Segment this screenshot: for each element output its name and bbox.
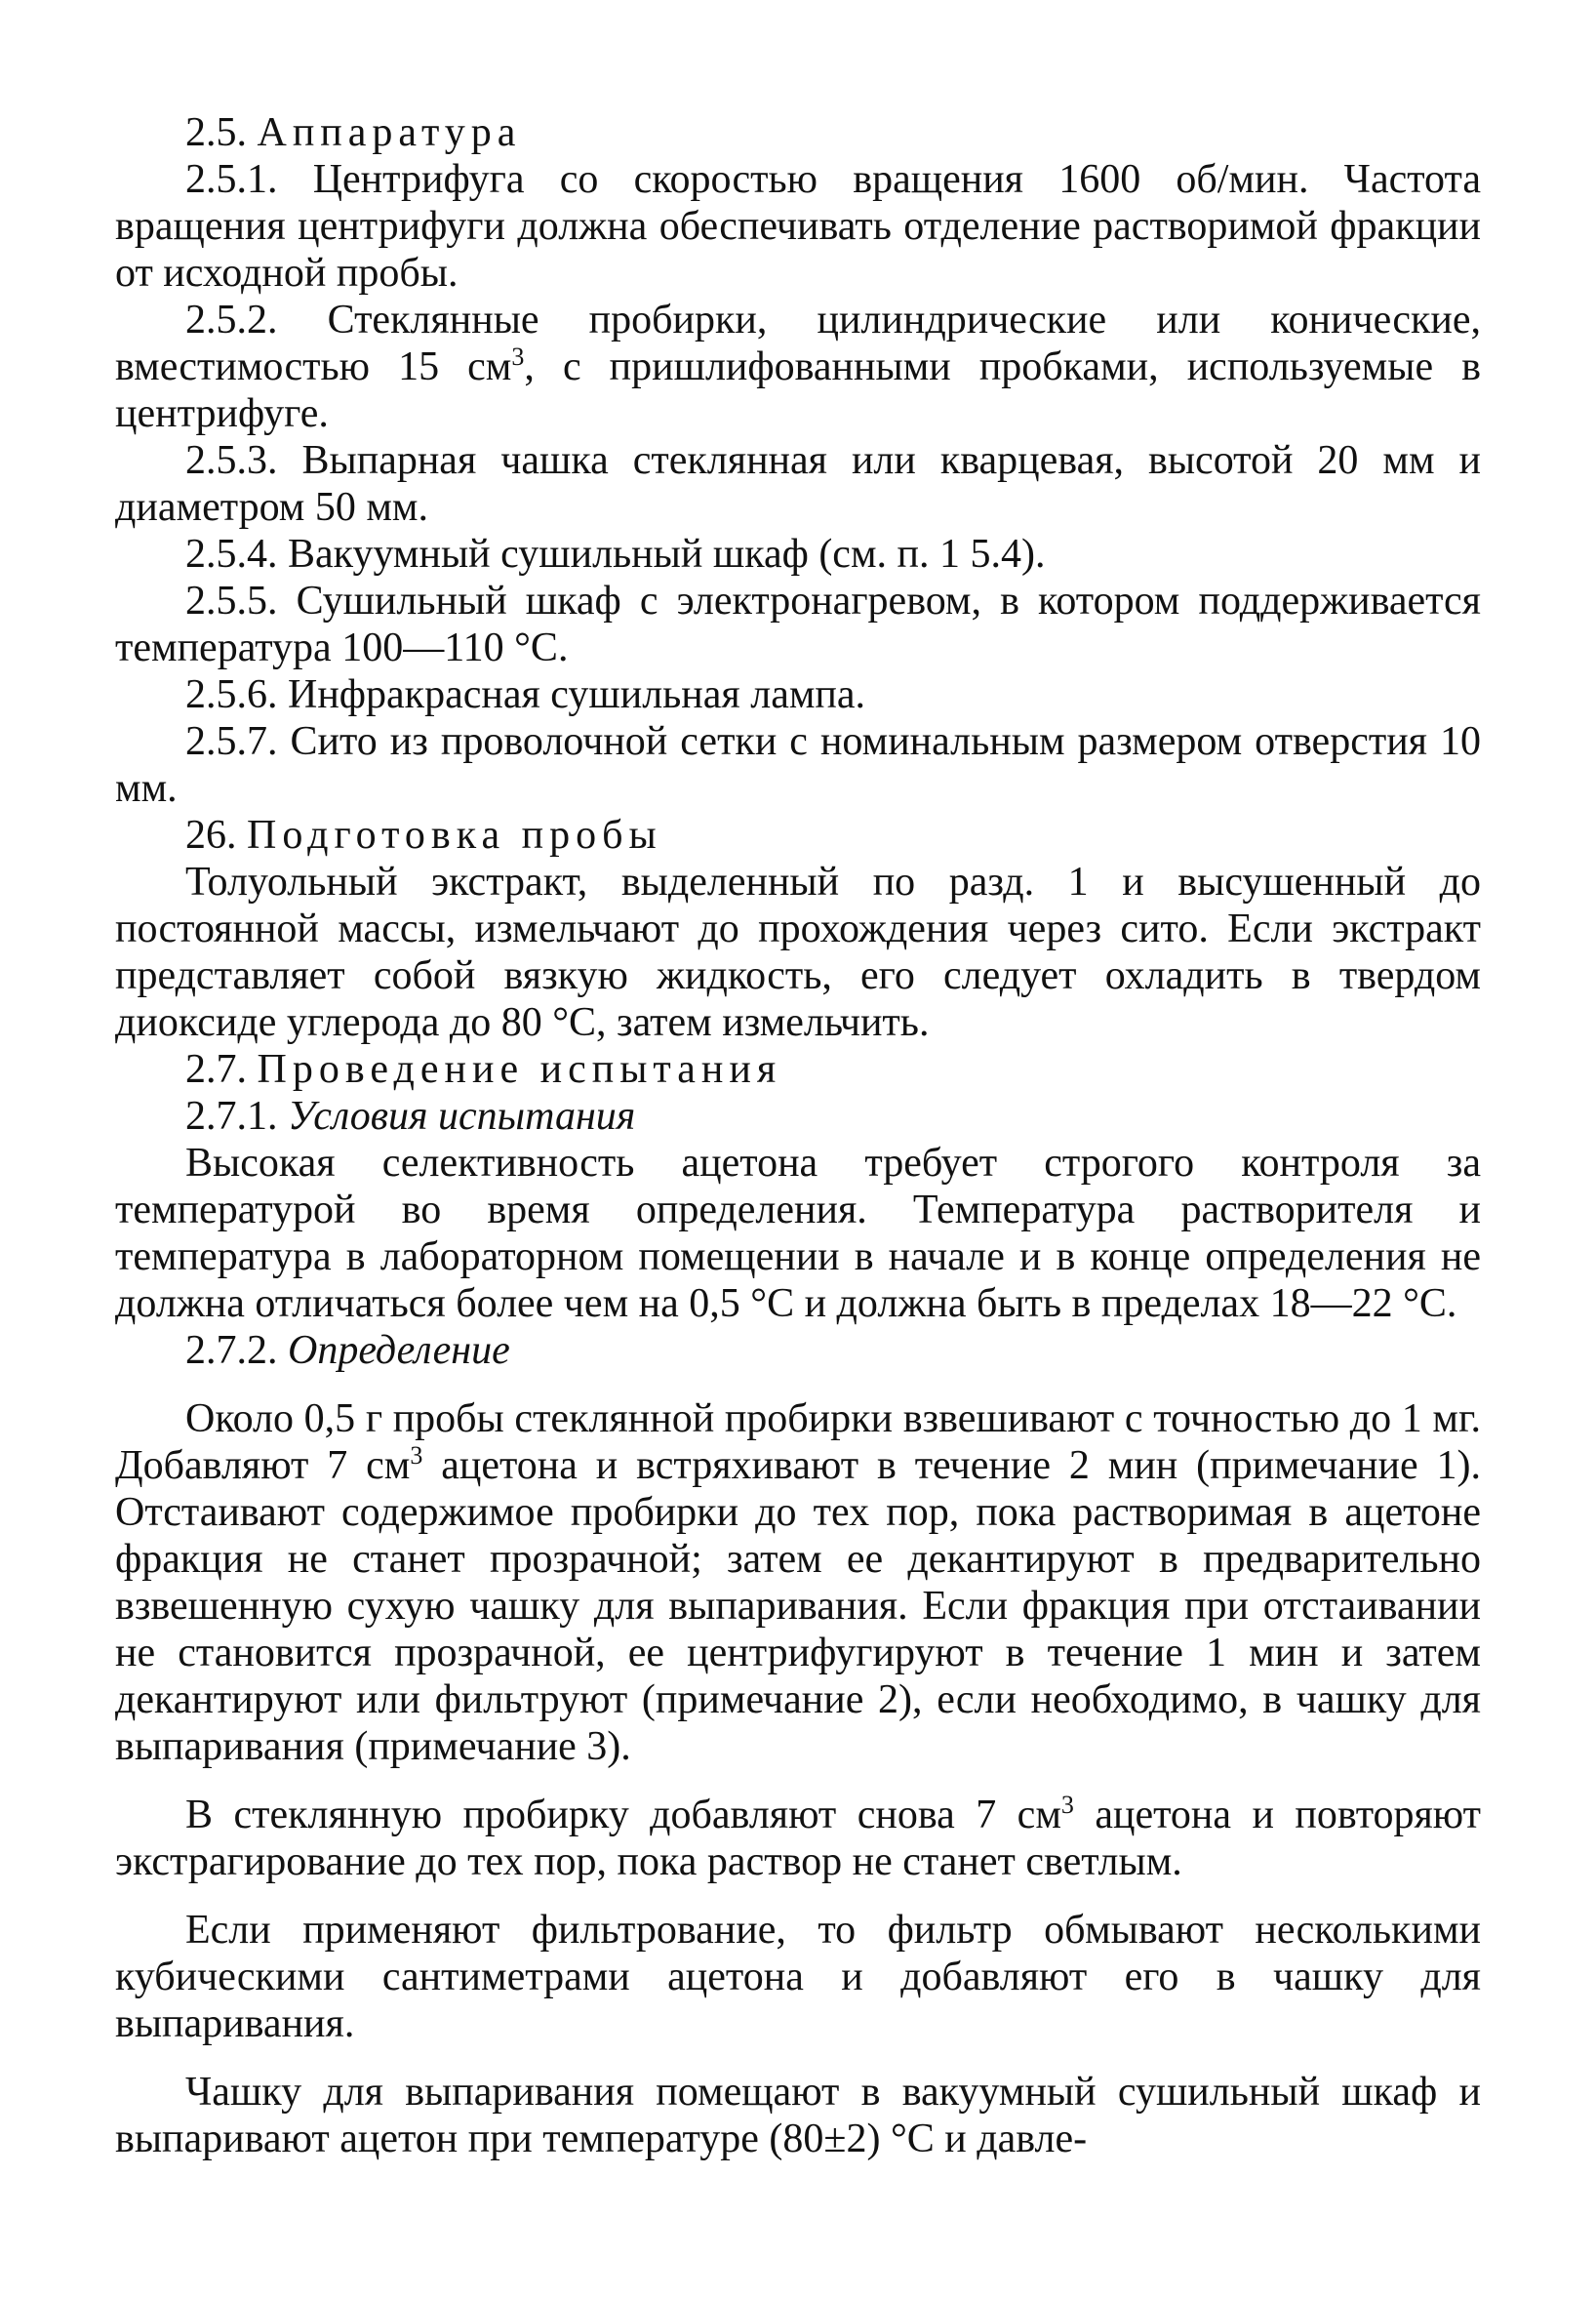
item-number: 2.5.6. bbox=[185, 672, 278, 717]
document-page bbox=[115, 109, 1481, 2162]
paragraph-text: Около 0,5 г пробы стеклянной пробирки взвешивают с точностью до 1 мг. Добавляют 7 см bbox=[115, 1396, 1481, 1488]
paragraph-text-continued: ацетона и повторяют экстрагирование до тех пор, пока раствор не станет светлым. bbox=[115, 1793, 1481, 1884]
section-title: Подготовка пробы bbox=[247, 813, 662, 858]
subsection-heading-2-7-2 bbox=[115, 1327, 1481, 1374]
paragraph-determination-4: Чашку для выпаривания помещают в вакуумный сушильный шкаф и выпаривают ацетон при температуре (80±2) °С и давле- bbox=[115, 2070, 1481, 2161]
subsection-number: 2.7.1. bbox=[185, 1094, 278, 1139]
item-2-5-2 bbox=[115, 297, 1481, 437]
item-number: 2.5.5. bbox=[185, 579, 278, 624]
section-number: 2.7. bbox=[185, 1047, 247, 1092]
section-number: 26. bbox=[185, 813, 237, 858]
item-text: Инфракрасная сушильная лампа. bbox=[288, 672, 866, 717]
item-number: 2.5.2. bbox=[185, 298, 278, 343]
paragraph-text: В стеклянную пробирку добавляют снова 7 см bbox=[185, 1793, 1061, 1837]
item-text: Сито из проволочной сетки с номинальным размером отверстия 10 мм. bbox=[115, 719, 1481, 811]
subsection-heading-2-7-1 bbox=[115, 1093, 1481, 1140]
item-text-continued: , с пришлифованными пробками, используемые в центрифуге. bbox=[115, 344, 1481, 436]
paragraph-determination-3: Если применяют фильтрование, то фильтр обмывают несколькими кубическими сантиметрами ацетона и добавляют его в чашку для выпаривания. bbox=[115, 1908, 1481, 2046]
subsection-2-7-1-text: Высокая селективность ацетона требует строгого контроля за температурой во время определения. Температура растворителя и температура в лабораторном помещении в начале и в конце определения не должна отличаться более чем на 0,5 °С и должна быть в пределах 18—22 °С. bbox=[115, 1141, 1481, 1326]
subsection-title: Определение bbox=[288, 1328, 510, 1373]
section-heading-2-7 bbox=[115, 1046, 1481, 1093]
item-2-5-4 bbox=[115, 531, 1481, 578]
section-2-6-text: Толуольный экстракт, выделенный по разд. 1 и высушенный до постоянной массы, измельчают до прохождения через сито. Если экстракт представляет собой вязкую жидкость, его следует охладить в твердом диоксиде углерода до 80 °С, затем измельчить. bbox=[115, 860, 1481, 1045]
paragraph-text-continued: ацетона и встряхивают в течение 2 мин (примечание 1). Отстаивают содержимое пробирки до тех пор, пока растворимая в ацетоне фракция не станет прозрачной; затем ее декантируют в предварительно взвешенную сухую чашку для выпаривания. Если фракция при отстаивании не становится прозрачной, ее центрифугируют в течение 1 мин и затем декантируют или фильтруют (примечание 2), если необходимо, в чашку для выпаривания (примечание 3). bbox=[115, 1443, 1481, 1769]
section-title: Проведение испытания bbox=[257, 1047, 782, 1092]
paragraph-determination-1 bbox=[115, 1395, 1481, 1770]
section-number: 2.5. bbox=[185, 110, 247, 155]
section-title: Аппаратура bbox=[257, 110, 522, 155]
item-text: Выпарная чашка стеклянная или кварцевая, высотой 20 мм и диаметром 50 мм. bbox=[115, 438, 1481, 530]
item-text: Вакуумный сушильный шкаф (см. п. 1 5.4). bbox=[288, 532, 1046, 577]
item-2-5-1 bbox=[115, 156, 1481, 297]
item-text: Сушильный шкаф с электронагревом, в котором поддерживается температура 100—110 °С. bbox=[115, 579, 1481, 670]
section-heading-2-6 bbox=[115, 812, 1481, 859]
item-text: Стеклянные пробирки, цилиндрические или конические, вместимостью 15 см bbox=[115, 298, 1481, 389]
item-text: Центрифуга со скоростью вращения 1600 об/мин. Частота вращения центрифуги должна обеспечивать отделение растворимой фракции от исходной пробы. bbox=[115, 157, 1481, 296]
item-2-5-7 bbox=[115, 718, 1481, 812]
superscript: 3 bbox=[410, 1441, 423, 1470]
item-2-5-3 bbox=[115, 437, 1481, 531]
subsection-title: Условия испытания bbox=[288, 1094, 636, 1139]
item-2-5-6 bbox=[115, 671, 1481, 718]
superscript: 3 bbox=[1060, 1791, 1074, 1819]
item-number: 2.5.1. bbox=[185, 157, 278, 202]
paragraph-determination-2 bbox=[115, 1792, 1481, 1885]
item-number: 2.5.4. bbox=[185, 532, 278, 577]
subsection-number: 2.7.2. bbox=[185, 1328, 278, 1373]
superscript: 3 bbox=[511, 343, 525, 371]
item-number: 2.5.3. bbox=[185, 438, 278, 483]
section-heading-2-5 bbox=[115, 109, 1481, 156]
item-number: 2.5.7. bbox=[185, 719, 278, 764]
item-2-5-5 bbox=[115, 578, 1481, 671]
